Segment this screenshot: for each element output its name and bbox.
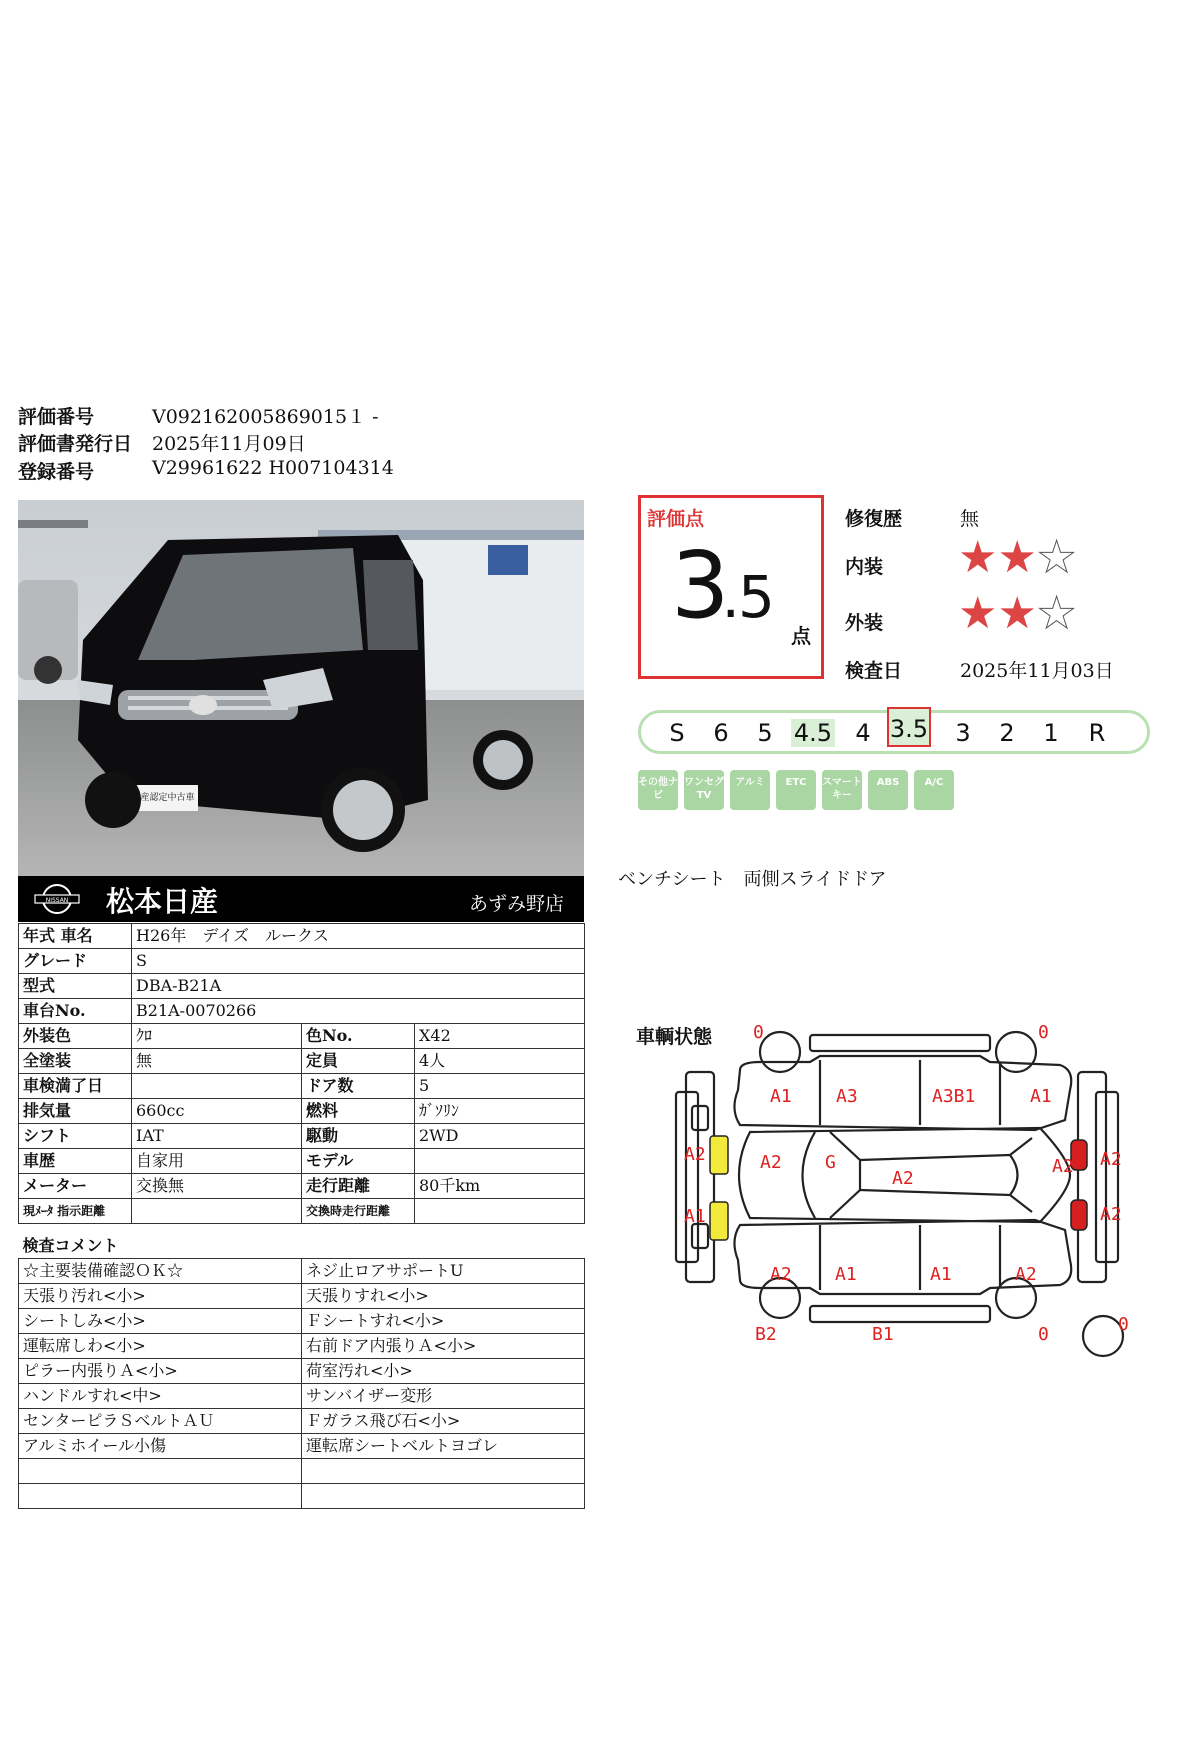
- spec-label: 外装色: [19, 1024, 132, 1049]
- star-filled-icon: ★: [958, 532, 998, 583]
- scale-item: 4: [855, 719, 871, 747]
- eval-no-label: 評価番号: [18, 406, 95, 428]
- damage-yellow-front-bottom: [710, 1202, 728, 1240]
- spec-value: [132, 1074, 302, 1099]
- damage-mark: A2: [892, 1168, 914, 1189]
- score-value: 3.5: [671, 532, 773, 639]
- spec-value: [132, 1199, 302, 1224]
- damage-mark: A2: [1015, 1264, 1037, 1285]
- comment-cell: 運転席シートベルトヨゴレ: [302, 1434, 585, 1459]
- damage-red-rear-bottom: [1071, 1200, 1087, 1230]
- comment-cell: ピラー内張りＡ<小>: [19, 1359, 302, 1384]
- damage-mark: A2: [684, 1144, 706, 1165]
- nissan-logo: [34, 882, 80, 916]
- plate-text: 日産認定中古車: [131, 793, 195, 803]
- repair-label: 修復歴: [845, 508, 903, 530]
- spec-value: 交換無: [132, 1174, 302, 1199]
- damage-mark: A1: [930, 1264, 952, 1285]
- svg-text:NISSAN: NISSAN: [45, 897, 69, 904]
- equipment-icon: [868, 770, 908, 810]
- eval-no: V092162005869015１ ‐: [152, 406, 379, 428]
- comment-cell: シートしみ<小>: [19, 1309, 302, 1334]
- dealer-brand: 松本日産: [106, 885, 219, 918]
- star-empty-icon: ★: [1036, 588, 1077, 639]
- damage-mark: G: [825, 1152, 836, 1173]
- scale-item: 3.5: [887, 707, 931, 747]
- spec-label: 走行距離: [302, 1174, 415, 1199]
- comment-cell: [302, 1459, 585, 1484]
- spec-label: 排気量: [19, 1099, 132, 1124]
- scale-item: 4.5: [791, 719, 835, 747]
- spec-label: グレード: [19, 949, 132, 974]
- equipment-icon-label: ABS: [876, 777, 900, 788]
- spec-value: DBA-B21A: [132, 974, 585, 999]
- interior-stars: [958, 532, 1077, 583]
- damage-mark: A1: [835, 1264, 857, 1285]
- scale-item: R: [1088, 719, 1106, 747]
- scale-item: S: [669, 719, 685, 747]
- scale-item: 6: [713, 719, 729, 747]
- spec-label: モデル: [302, 1149, 415, 1174]
- comment-cell: [19, 1484, 302, 1509]
- exterior-stars: [958, 588, 1077, 639]
- equipment-icon-label: A/C: [924, 777, 944, 788]
- spec-table: [18, 923, 585, 1224]
- score-box: [638, 495, 824, 679]
- exterior-label: 外装: [845, 612, 884, 634]
- reg-no: V29961622 H007104314: [152, 457, 394, 479]
- comment-cell: 運転席しわ<小>: [19, 1334, 302, 1359]
- spec-label: シフト: [19, 1124, 132, 1149]
- spec-value: [415, 1149, 585, 1174]
- equipment-text: ベンチシート 両側スライドドア: [618, 869, 887, 890]
- spec-label: 車歴: [19, 1149, 132, 1174]
- spec-value: 660cc: [132, 1099, 302, 1124]
- damage-mark: A3: [836, 1086, 858, 1107]
- comment-cell: Ｆシートすれ<小>: [302, 1309, 585, 1334]
- spec-value: IAT: [132, 1124, 302, 1149]
- comment-table: [18, 1234, 585, 1509]
- equipment-icon-label: アルミ: [735, 777, 765, 788]
- issue-date-label: 評価書発行日: [18, 433, 133, 455]
- damage-mark: 0: [753, 1022, 764, 1043]
- damage-mark: A2: [1100, 1149, 1122, 1170]
- spec-value: B21A-0070266: [132, 999, 585, 1024]
- spec-label: メーター: [19, 1174, 132, 1199]
- equipment-icon: [684, 770, 724, 810]
- comment-cell: 右前ドア内張りＡ<小>: [302, 1334, 585, 1359]
- damage-yellow-front-top: [710, 1136, 728, 1174]
- spec-label: ドア数: [302, 1074, 415, 1099]
- star-empty-icon: ★: [1036, 532, 1077, 583]
- star-filled-icon: ★: [958, 588, 998, 639]
- comment-cell: ネジ止ロアサポートU: [302, 1259, 585, 1284]
- scale-item: 3: [955, 719, 971, 747]
- comment-cell: センターピラＳベルトＡＵ: [19, 1409, 302, 1434]
- comment-cell: [19, 1459, 302, 1484]
- spec-value: 無: [132, 1049, 302, 1074]
- spec-label: 型式: [19, 974, 132, 999]
- damage-mark: A2: [1052, 1156, 1074, 1177]
- spec-label: 交換時走行距離: [302, 1199, 415, 1224]
- damage-mark: 0: [1038, 1022, 1049, 1043]
- spec-value: ｸﾛ: [132, 1024, 302, 1049]
- spec-label: 燃料: [302, 1099, 415, 1124]
- comment-cell: Ｆガラス飛び石<小>: [302, 1409, 585, 1434]
- scale-item: 5: [757, 719, 773, 747]
- comment-cell: 天張りすれ<小>: [302, 1284, 585, 1309]
- spec-value: ｶﾞｿﾘﾝ: [415, 1099, 585, 1124]
- spec-value: 4人: [415, 1049, 585, 1074]
- spec-label: 駆動: [302, 1124, 415, 1149]
- spec-value: 80千km: [415, 1174, 585, 1199]
- equipment-icon: [822, 770, 862, 810]
- damage-mark: A2: [1100, 1204, 1122, 1225]
- damage-mark: A2: [760, 1152, 782, 1173]
- comment-cell: 荷室汚れ<小>: [302, 1359, 585, 1384]
- damage-mark: 0: [1038, 1324, 1049, 1345]
- spec-value: 自家用: [132, 1149, 302, 1174]
- scale-item: 1: [1043, 719, 1059, 747]
- spec-value: X42: [415, 1024, 585, 1049]
- equipment-icon: [914, 770, 954, 810]
- dealer-banner: [18, 876, 584, 922]
- comment-cell: アルミホイール小傷: [19, 1434, 302, 1459]
- equipment-icon-label: ETC: [785, 777, 807, 788]
- dealer-shop: あずみ野店: [468, 893, 564, 915]
- interior-label: 内装: [845, 556, 884, 578]
- spec-label: 現ﾒｰﾀ 指示距離: [19, 1199, 132, 1224]
- spec-label: 車台No.: [19, 999, 132, 1024]
- issue-date: 2025年11月09日: [152, 433, 306, 455]
- comment-cell: ☆主要装備確認ＯＫ☆: [19, 1259, 302, 1284]
- damage-mark: A1: [1030, 1086, 1052, 1107]
- diagram-title: 車輌状態: [636, 1026, 713, 1048]
- spec-label: 色No.: [302, 1024, 415, 1049]
- spec-value: H26年 デイズ ルークス: [132, 924, 585, 949]
- spec-label: 年式 車名: [19, 924, 132, 949]
- damage-mark: 0: [1118, 1314, 1129, 1335]
- spec-value: 2WD: [415, 1124, 585, 1149]
- damage-mark: A2: [770, 1264, 792, 1285]
- vehicle-condition-diagram: [640, 1010, 1160, 1380]
- comment-cell: [302, 1484, 585, 1509]
- car-photo: [18, 500, 584, 876]
- damage-mark: B1: [872, 1324, 894, 1345]
- score-label: 評価点: [647, 508, 705, 530]
- comment-title: 検査コメント: [19, 1234, 585, 1259]
- comment-cell: 天張り汚れ<小>: [19, 1284, 302, 1309]
- damage-mark: B2: [755, 1324, 777, 1345]
- spec-label: 定員: [302, 1049, 415, 1074]
- equipment-icon-label: ワンセグTV: [684, 777, 724, 801]
- damage-mark: A3B1: [932, 1086, 976, 1107]
- spec-value: 5: [415, 1074, 585, 1099]
- damage-mark: A1: [684, 1206, 706, 1227]
- equipment-icon: [638, 770, 678, 810]
- equipment-icon: [776, 770, 816, 810]
- inspect-date: 2025年11月03日: [960, 660, 1114, 682]
- grade-scale: [638, 710, 1150, 754]
- spec-value: [415, 1199, 585, 1224]
- scale-item: 2: [999, 719, 1015, 747]
- inspect-label: 検査日: [845, 660, 903, 682]
- repair-value: 無: [960, 508, 980, 530]
- score-unit: 点: [791, 624, 811, 648]
- equipment-icon-label: スマートキー: [822, 777, 862, 801]
- spec-label: 車検満了日: [19, 1074, 132, 1099]
- spec-value: S: [132, 949, 585, 974]
- comment-cell: ハンドルすれ<中>: [19, 1384, 302, 1409]
- star-filled-icon: ★: [997, 588, 1037, 639]
- reg-no-label: 登録番号: [18, 461, 95, 483]
- equipment-icon-label: その他ナビ: [638, 777, 678, 801]
- damage-mark: A1: [770, 1086, 792, 1107]
- comment-cell: サンバイザー変形: [302, 1384, 585, 1409]
- spec-label: 全塗装: [19, 1049, 132, 1074]
- star-filled-icon: ★: [997, 532, 1037, 583]
- equipment-icon: [730, 770, 770, 810]
